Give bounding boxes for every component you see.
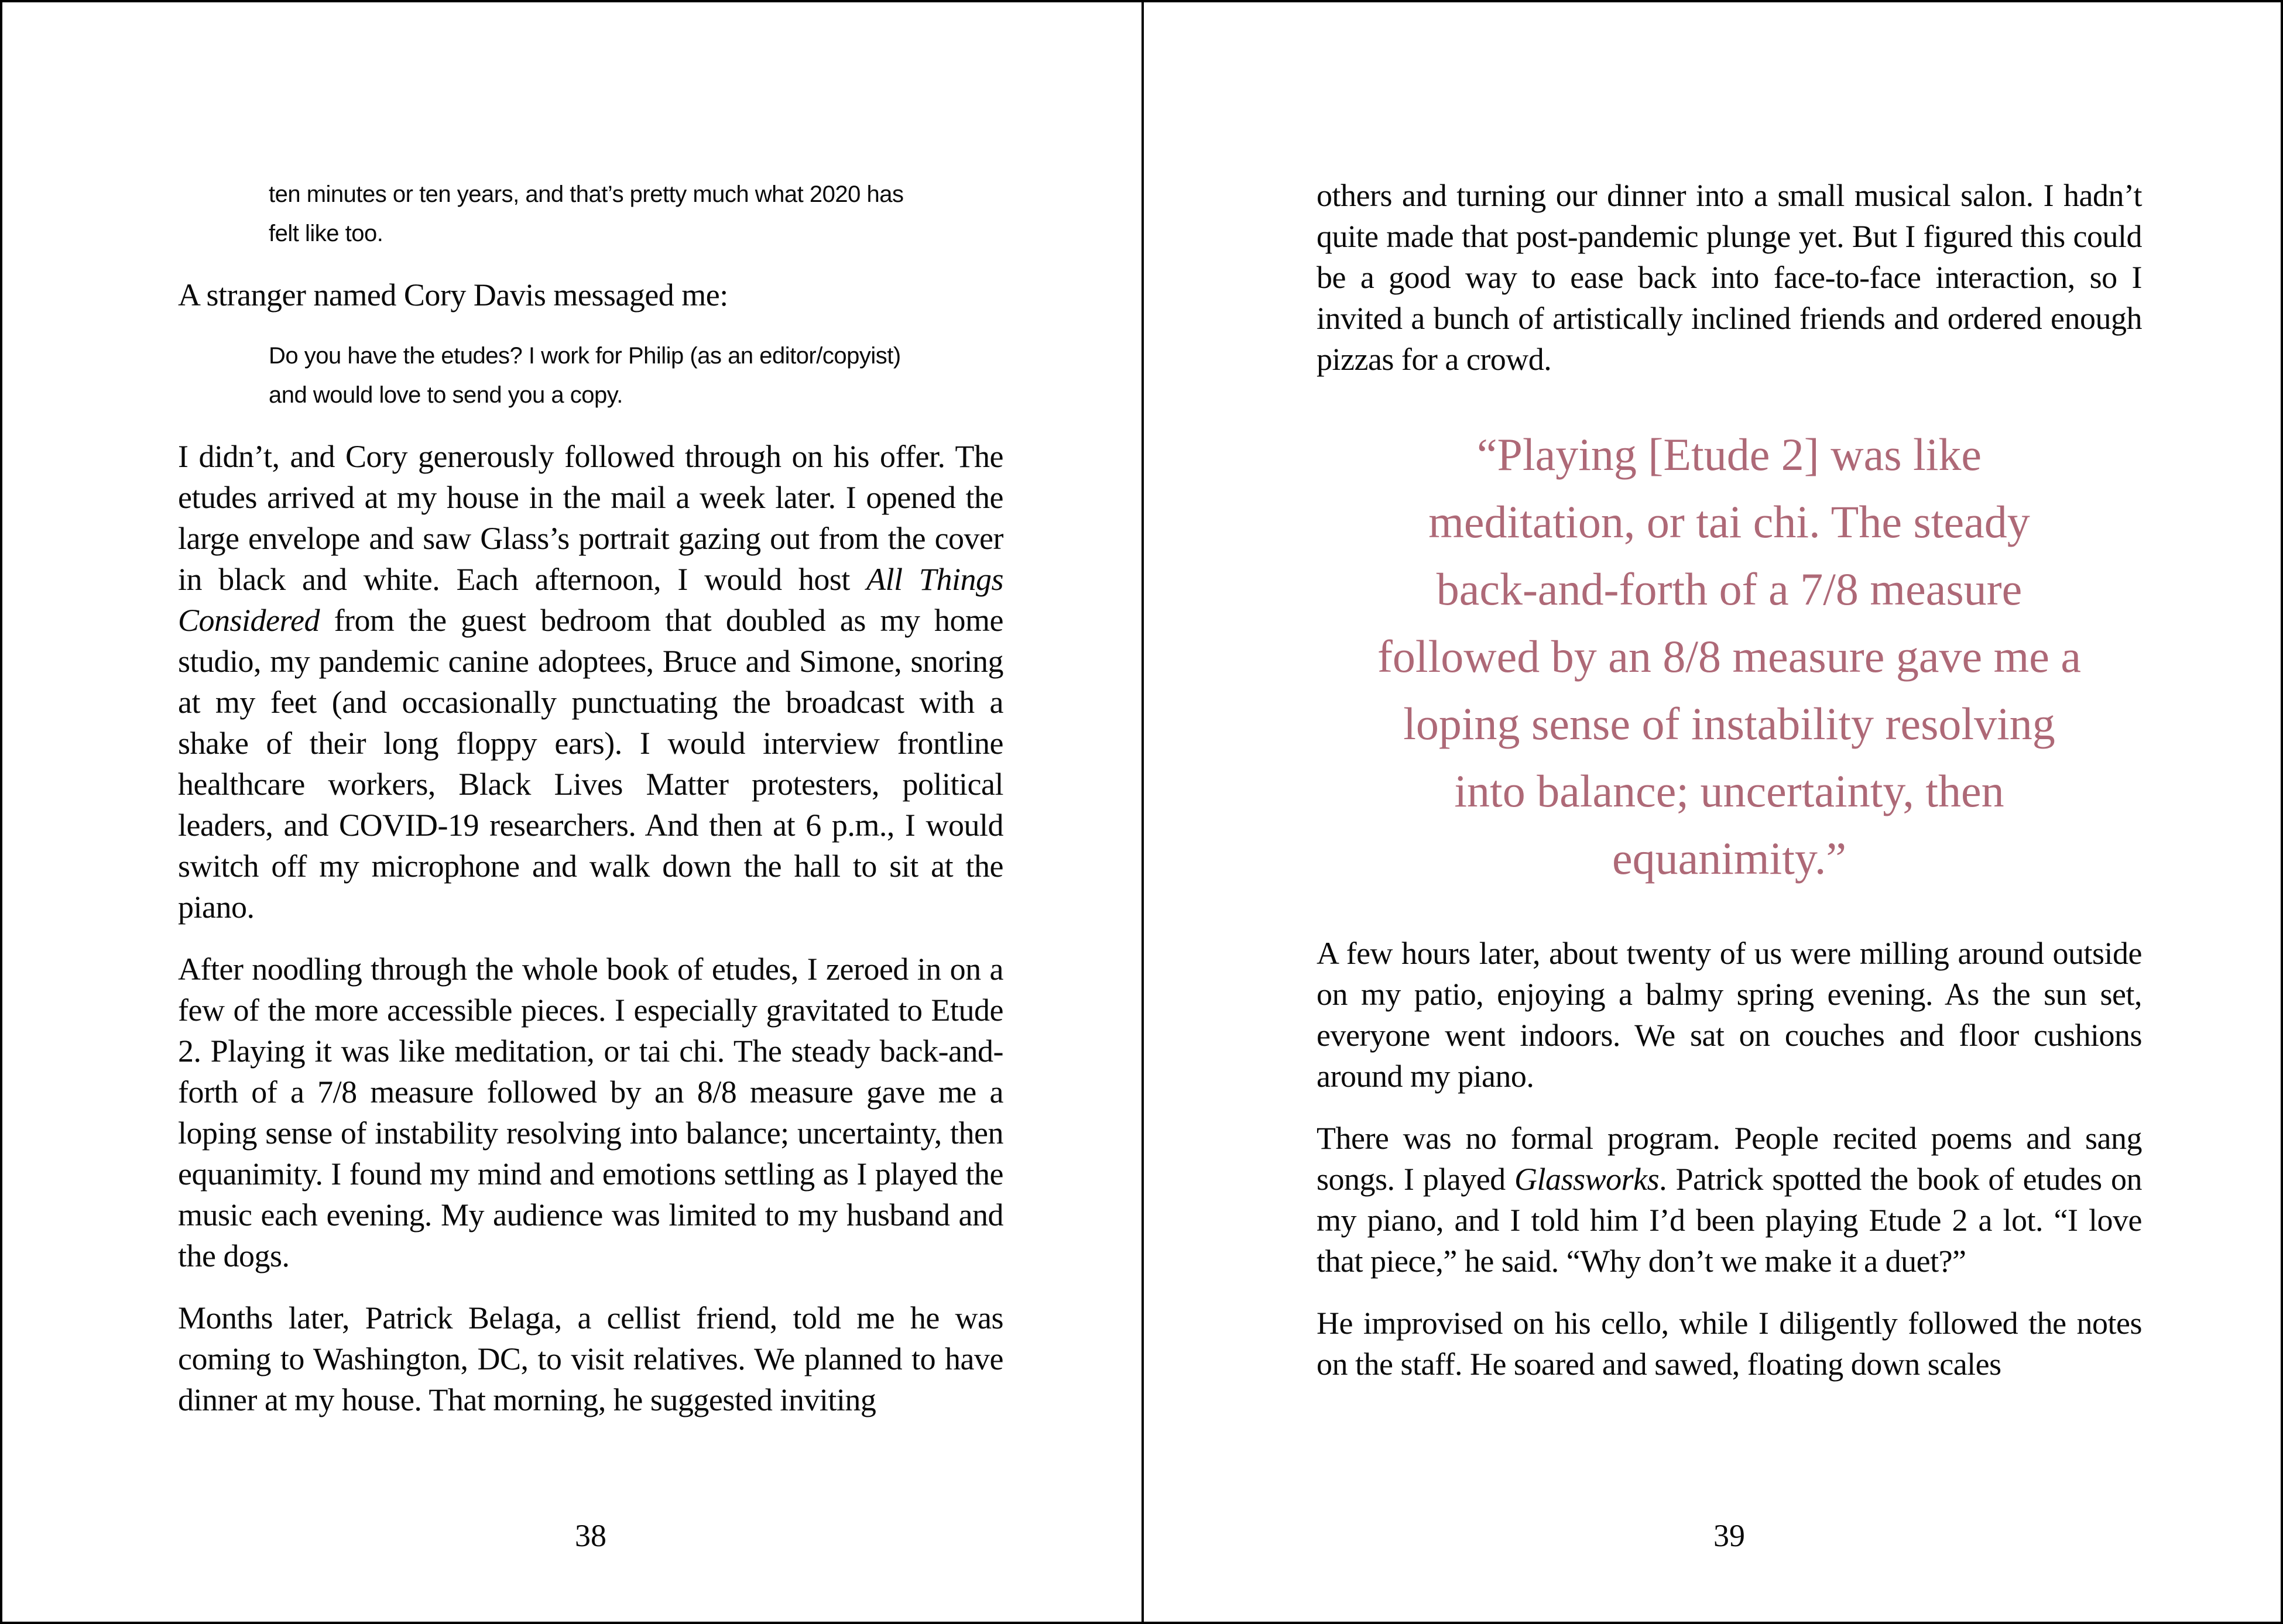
paragraph-etudes-arrive: I didn’t, and Cory generously followed through on his offer. The etudes arrived at my house in the mail a week later. I opened the large envelope and saw Glass’s portrait gazing out from the cover in black and white. Each afternoon, I would host All Things Considered from the guest bedroom that doubled as my home studio, my pandemic canine adoptees, Bruce and Simone, snoring at my feet (and occasionally punctuating the broadcast with a shake of their long floppy ears). I would interview frontline healthcare workers, Black Lives Matter protesters, political leaders, and COVID-19 researchers. And then at 6 p.m., I would switch off my microphone and walk down the hall to sit at the piano. [178, 439, 1003, 925]
page-number-right: 39 [1713, 1518, 1745, 1553]
paragraph-musical-salon: others and turning our dinner into a small musical salon. I hadn’t quite made that post-pandemic plunge yet. But I figured this could be a good way to ease back into face-to-face interaction, so I invited a bunch of artistically inclined friends and ordered enough pizzas for a crowd. [1317, 178, 2142, 377]
inset-quote-cory-message: Do you have the etudes? I work for Philip (as an editor/copyist) and would love to send you a copy. [269, 343, 901, 408]
page-number-left: 38 [575, 1518, 606, 1553]
paragraph-no-formal-program: There was no formal program. People recited poems and sang songs. I played Glassworks. Patrick spotted the book of etudes on my piano, and I told him I’d been playing Etude 2 a lot. “I love that piece,” he said. “Why don’t we make it a duet?” [1317, 1121, 2142, 1279]
paragraph-he-improvised: He improvised on his cello, while I diligently followed the notes on the staff. He soared and sawed, floating down scales [1317, 1306, 2142, 1382]
page-right-content [1144, 2, 2283, 1385]
inset-quote-carryover: ten minutes or ten years, and that’s pretty much what 2020 has felt like too. [269, 181, 904, 246]
pull-quote-etude-2: “Playing [Etude 2] was like meditation, or tai chi. The steady back-and-forth of a 7/8 measure followed by an 8/8 measure gave me a loping sense of instability resolving into balance; uncertainty, then equanimity.” [1377, 429, 2082, 884]
paragraph-few-hours-later: A few hours later, about twenty of us were milling around outside on my patio, enjoying a balmy spring evening. As the sun set, everyone went indoors. We sat on couches and floor cushions around my piano. [1317, 936, 2142, 1094]
paragraph-after-noodling: After noodling through the whole book of etudes, I zeroed in on a few of the more accessible pieces. I especially gravitated to Etude 2. Playing it was like meditation, or tai chi. The steady back-and-forth of a 7/8 measure followed by an 8/8 measure gave me a loping sense of instability resolving into balance; uncertainty, then equanimity. I found my mind and emotions settling as I played the music each evening. My audience was limited to my husband and the dogs. [178, 952, 1003, 1273]
page-right [1144, 2, 2283, 1622]
paragraph-stranger-intro: A stranger named Cory Davis messaged me: [178, 277, 728, 313]
page-left-content [2, 2, 1142, 1420]
page-left [2, 2, 1142, 1622]
paragraph-months-later: Months later, Patrick Belaga, a cellist friend, told me he was coming to Washington, DC, to visit relatives. We planned to have dinner at my house. That morning, he suggested inviting [178, 1300, 1003, 1417]
